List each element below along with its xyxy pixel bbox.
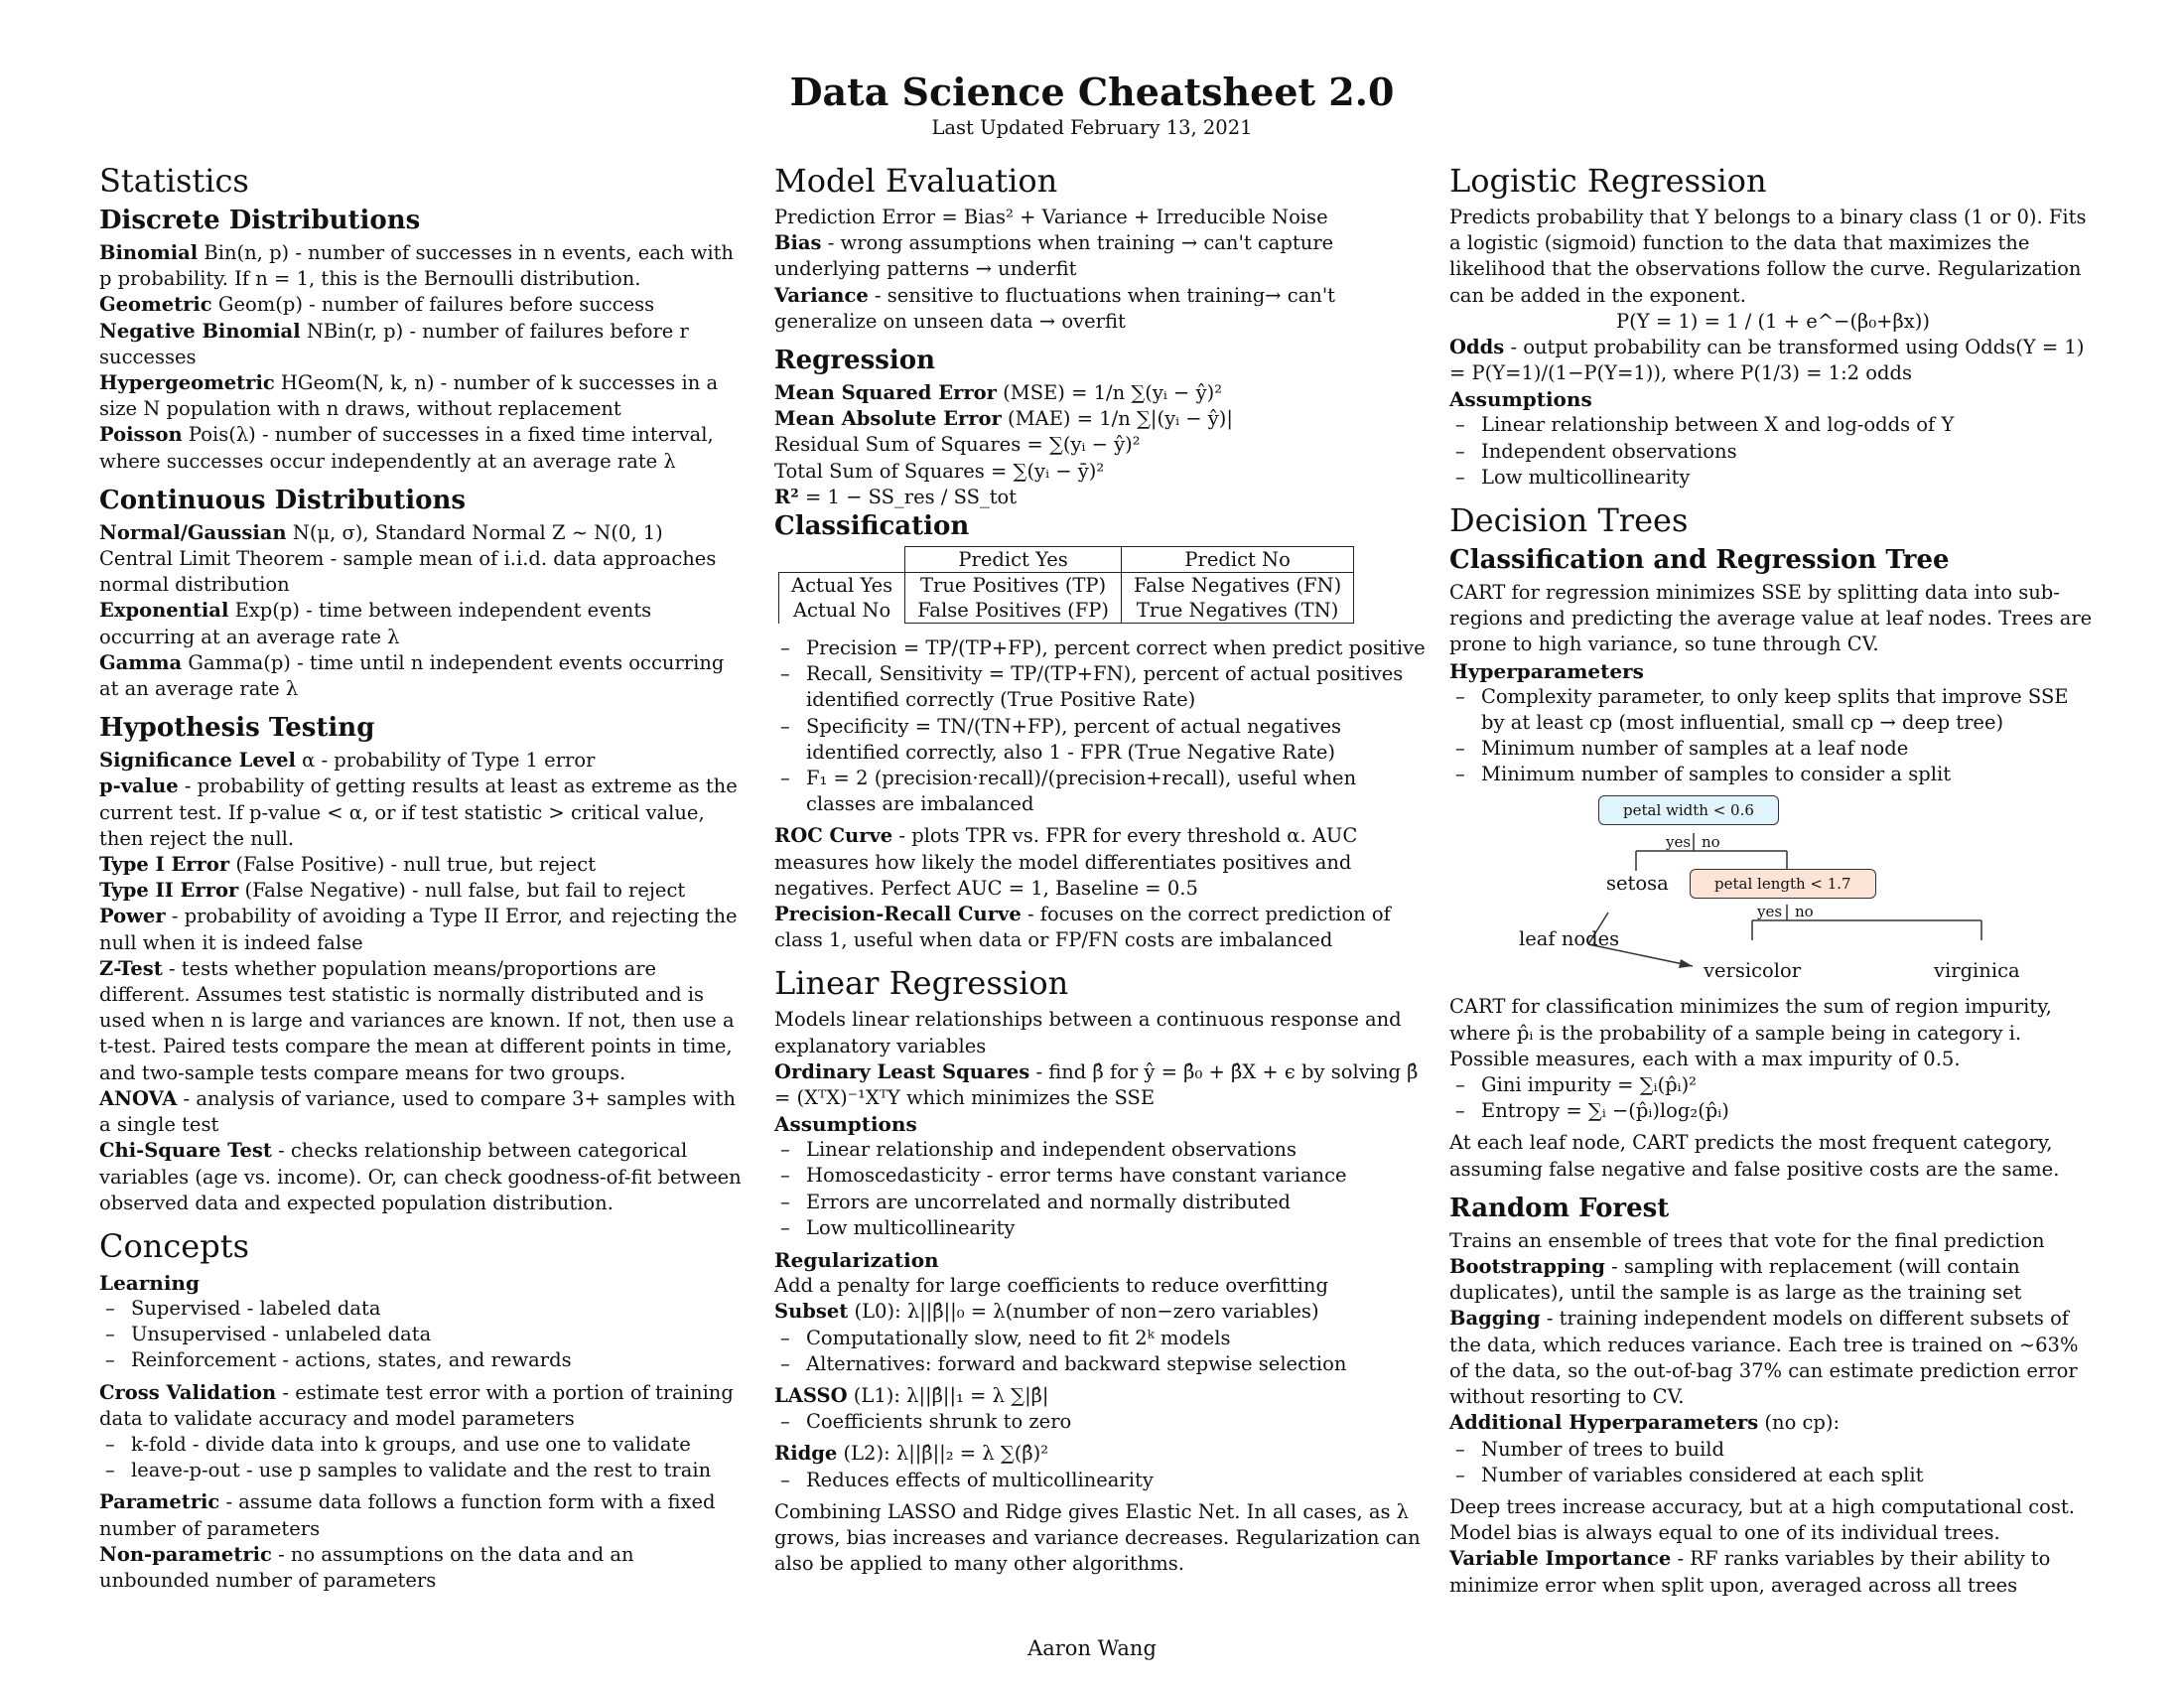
column-header: Predict No [1122,547,1354,573]
table-cell: Actual Yes [779,573,905,599]
definition-item [99,422,747,474]
term: Mean Squared Error [774,381,997,405]
definition: - checks relationship between categorical variables (age vs. income). Or, can check goodness-of-fit between observed data and expected population distribution. [99,1139,742,1214]
impurity-list [1449,1072,2097,1124]
table-cell: True Negatives (TN) [1122,598,1354,624]
list-item: – Recall, Sensitivity = TP/(TP+FN), percent of actual positives identified correctly (True Positive Rate) [774,661,1426,713]
section-title: Statistics [99,162,249,200]
leaf-setosa: setosa [1606,872,1669,896]
table-cell: Actual No [779,598,905,624]
definition: - no assumptions on the data and an unbounded number of parameters [99,1542,634,1592]
definition: Pois(λ) - number of successes in a fixed time interval, where successes occur independently at an average rate λ [99,423,714,473]
column-header: Predict Yes [905,547,1122,573]
term: Type II Error [99,879,239,903]
confusion-matrix [778,546,1354,624]
assumptions-title: Assumptions [1449,387,1592,412]
list-item: – Independent observations [1449,439,2097,465]
variance [774,283,1426,335]
list-item: – Reduces effects of multicollinearity [774,1468,1426,1493]
list-item: – F₁ = 2 (precision·recall)/(precision+recall), useful when classes are imbalanced [774,766,1426,817]
definition: - sampling with replacement (will contain duplicates), until the sample is as large as the training set [1449,1255,2022,1305]
assumptions-title: Assumptions [774,1112,917,1137]
term: R² [774,485,799,508]
term: Odds [1449,336,1505,359]
list-item: – Unsupervised - unlabeled data [99,1322,747,1347]
definition: - sensitive to fluctuations when training→ can't generalize on unseen data → overfit [774,283,1336,333]
mse [774,380,1426,406]
table-header-row [779,547,1354,573]
definition: - focuses on the correct prediction of class 1, useful when data or FP/FN costs are imbalanced [774,903,1391,952]
definition: - probability of avoiding a Type II Error, and rejecting the null when it is indeed false [99,905,738,954]
table-cell: False Negatives (FN) [1122,573,1354,599]
definition: (False Positive) - null true, but reject [235,853,597,877]
column-header [779,547,905,573]
column-1 [99,159,747,1594]
list-item: – Gini impurity = ∑ᵢ(p̂ᵢ)² [1449,1072,2097,1098]
definition: NBin(r, p) - number of failures before r successes [99,319,689,368]
section-title: Decision Trees [1449,501,1689,540]
definition-item [99,1138,747,1216]
root-node: petal width < 0.6 [1598,795,1779,825]
definition: - analysis of variance, used to compare 3+ samples with a single test [99,1086,736,1137]
column-3 [1449,159,2097,1599]
definition: - training independent models on different subsets of the data, which reduces variance. Each tree is trained on ∼63% of the data, so the out-of-bag 37% can estimate prediction error without resorting to CV. [1449,1307,2079,1409]
linreg-closing: Combining LASSO and Ridge gives Elastic Net. In all cases, as λ grows, bias increases and variance decreases. Regularization can also be applied to many other algorithms. [774,1499,1421,1576]
list-item: – Coefficients shrunk to zero [774,1409,1426,1435]
subsection-title: Classification [774,511,970,542]
subsection-title: Hypothesis Testing [99,713,375,744]
leaf-versicolor: versicolor [1704,959,1802,983]
definition: (L0): λ||β̂||₀ = λ(number of non−zero variables) [854,1300,1319,1324]
ols [774,1059,1426,1111]
term: Precision-Recall Curve [774,903,1022,926]
subsection-title: Random Forest [1449,1193,1670,1223]
list-item: – k-fold - divide data into k groups, and use one to validate [99,1432,747,1458]
ridge-list [774,1468,1426,1493]
list-item: – Complexity parameter, to only keep splits that improve SSE by at least cp (most influential, small cp → deep tree) [1449,684,2097,736]
subset [774,1299,1426,1325]
definition: = 1 − SS_res / SS_tot [804,485,1018,508]
definition: Exp(p) - time between independent events occurring at an average rate λ [99,599,652,648]
definition-item [99,956,747,1086]
section-title: Logistic Regression [1449,162,1767,200]
r-squared [774,485,1426,510]
list-item: – Entropy = ∑ᵢ −(p̂ᵢ)log₂(p̂ᵢ) [1449,1098,2097,1124]
arrowhead [1679,959,1693,968]
term: Hypergeometric [99,371,275,395]
mae [774,406,1426,432]
term: Significance Level [99,749,296,773]
continuous-distributions [99,485,747,702]
subset-list [774,1326,1426,1377]
term: Normal/Gaussian [99,520,287,544]
definition: (L2): λ||β̂||₂ = λ ∑(β̂)² [843,1442,1049,1466]
term: Poisson [99,423,183,447]
term: LASSO [774,1383,848,1407]
list-item: – leave-p-out - use p samples to validate and the rest to train [99,1458,747,1483]
hyperparameters-title: Hyperparameters [1449,658,1644,683]
pr-curve [774,902,1426,953]
list-item: – Minimum number of samples to consider a split [1449,762,2097,787]
definition-list [99,520,747,702]
definition: (False Negative) - null false, but fail to reject [244,879,686,903]
term: Subset [774,1300,849,1324]
subsection-title: Classification and Regression Tree [1449,545,1950,576]
term: Bias [774,231,822,255]
cross-validation [99,1380,747,1432]
definition-item [99,520,747,546]
term: Exponential [99,599,229,623]
linreg-intro: Models linear relationships between a continuous response and explanatory variables [774,1008,1402,1057]
term: Negative Binomial [99,319,301,343]
list-item: – Homoscedasticity - error terms have constant variance [774,1163,1426,1189]
lasso-list [774,1409,1426,1435]
leaf-nodes-label: leaf nodes [1519,927,1620,951]
definition-item [99,904,747,955]
section-title: Linear Regression [774,964,1069,1003]
term: ANOVA [99,1086,178,1110]
assumption-list [774,1137,1426,1241]
author: Aaron Wang [1027,1636,1157,1660]
definition: - probability of getting results at least as extreme as the current test. If p-value < α, or if test statistic > critical value, then reject the null. [99,774,738,850]
variable-importance [1449,1546,2097,1598]
column-2 [774,159,1426,1577]
parametric [99,1489,747,1541]
list-item: – Minimum number of samples at a leaf node [1449,736,2097,762]
list-item: – Specificity = TN/(TN+FP), percent of actual negatives identified correctly, also 1 - FPR (True Negative Rate) [774,714,1426,766]
inner-node: petal length < 1.7 [1690,869,1876,899]
term: Mean Absolute Error [774,407,1002,431]
yes-label: yes [1666,833,1692,852]
term: Variable Importance [1449,1547,1672,1571]
page-header [0,70,2184,140]
definition: N(μ, σ), Standard Normal Z ∼ N(0, 1) [292,520,663,544]
list-item: – Linear relationship and independent observations [774,1137,1426,1163]
term: Ordinary Least Squares [774,1059,1030,1083]
term: Chi-Square Test [99,1139,272,1163]
list-item: – Errors are uncorrelated and normally distributed [774,1190,1426,1215]
definition: Gamma(p) - time until n independent events occurring at an average rate λ [99,650,725,701]
definition: - find β̂ for ŷ = β̂₀ + β̂X + ϵ by solving β̂ = (XᵀX)⁻¹XᵀY which minimizes the SSE [774,1059,1419,1110]
discrete-distributions [99,205,747,475]
cart-classification: CART for classification minimizes the sum of region impurity, where p̂ᵢ is the probability of a sample being in category i. Possible measures, each with a max impurity of 0.5. [1449,995,2052,1070]
cart-text: CART for regression minimizes SSE by splitting data into sub-regions and predicting the average value at leaf nodes. Trees are prone to high variance, so tune through CV. [1449,581,2093,656]
term: Type I Error [99,853,230,877]
rss: Residual Sum of Squares = ∑(yᵢ − ŷ)² [774,433,1141,457]
bias [774,230,1426,282]
bootstrapping [1449,1254,2097,1306]
term: Cross Validation [99,1380,277,1404]
list-item: – Reinforcement - actions, states, and rewards [99,1347,747,1373]
term: ROC Curve [774,824,893,848]
definition-item [99,598,747,649]
yes-label: yes [1757,903,1783,921]
metric-list [774,635,1426,817]
definition-item [99,852,747,878]
rf-intro: Trains an ensemble of trees that vote for the final prediction [1449,1228,2045,1252]
subsection-title: Continuous Distributions [99,485,467,515]
bagging [1449,1306,2097,1410]
term: Bootstrapping [1449,1255,1605,1279]
definition-item [99,319,747,370]
list-item: – Precision = TP/(TP+FP), percent correct when predict positive [774,635,1426,661]
table-row [779,573,1354,599]
definition: - output probability can be transformed using Odds(Y = 1) = P(Y=1)/(1−P(Y=1)), where P(1/3) = 1:2 odds [1449,336,2085,385]
definition-item [99,1086,747,1138]
term: Geometric [99,293,212,317]
definition: Geom(p) - number of failures before success [217,293,655,317]
list-item: – Number of variables considered at each split [1449,1463,2097,1488]
learning-title: Learning [99,1270,200,1295]
logreg-intro: Predicts probability that Y belongs to a binary class (1 or 0). Fits a logistic (sigmoid) function to the data that maximizes the likelihood that the observations follow the curve. Regularization can be added in the exponent. [1449,206,2087,307]
rf-hyperparameter-list [1449,1437,2097,1488]
odds [1449,335,2097,386]
term: Z-Test [99,956,163,980]
definition-list [99,748,747,1216]
definition-item [99,650,747,702]
term: Ridge [774,1442,838,1466]
list-item: – Number of trees to build [1449,1437,2097,1463]
term: p-value [99,774,179,798]
definition: - RF ranks variables by their ability to minimize error when split upon, averaged across all trees [1449,1547,2051,1597]
page-title: Data Science Cheatsheet 2.0 [789,70,1395,114]
table-cell: False Positives (FP) [905,598,1122,624]
definition: (MAE) = 1/n ∑|(yᵢ − ŷ)| [1008,407,1233,431]
cv-list [99,1432,747,1483]
definition-list [99,240,747,475]
ridge [774,1441,1426,1467]
logreg-formula: P(Y = 1) = 1 / (1 + e^−(β₀+βx)) [1616,309,1930,333]
definition: Bin(n, p) - number of successes in n events, each with p probability. If n = 1, this is the Bernoulli distribution. [99,241,734,291]
assumption-list [1449,412,2097,491]
list-item: – Computationally slow, need to fit 2ᵏ models [774,1326,1426,1351]
prediction-error: Prediction Error = Bias² + Variance + Irreducible Noise [774,206,1328,228]
definition: Central Limit Theorem - sample mean of i.i.d. data approaches normal distribution [99,547,717,597]
definition: (no cp): [1764,1411,1841,1435]
list-item: – Low multicollinearity [774,1215,1426,1241]
definition: (MSE) = 1/n ∑(yᵢ − ŷ)² [1003,381,1223,405]
list-item: – Supervised - labeled data [99,1296,747,1322]
section-title: Model Evaluation [774,162,1058,200]
definition: (L1): λ||β̂||₁ = λ ∑|β̂| [853,1383,1049,1407]
non-parametric [99,1542,747,1594]
list-item: – Linear relationship between X and log-odds of Y [1449,412,2097,438]
subsection-title: Discrete Distributions [99,206,421,235]
definition: HGeom(N, k, n) - number of k successes in a size N population with n draws, without replacement [99,371,719,421]
definition: - estimate test error with a portion of training data to validate accuracy and model parameters [99,1380,734,1430]
definition-item [99,748,747,774]
no-label: no [1795,903,1814,921]
leaf-virginica: virginica [1934,959,2020,983]
term: Variance [774,283,869,307]
definition: - plots TPR vs. FPR for every threshold α. AUC measures how likely the model differentiates positives and negatives. Perfect AUC = 1, Baseline = 0.5 [774,824,1358,900]
definition: α - probability of Type 1 error [302,749,596,773]
term: Additional Hyperparameters [1449,1411,1759,1435]
hyperparameter-list [1449,684,2097,788]
decision-tree-diagram [1449,795,2097,990]
term: Gamma [99,650,183,674]
table-cell: True Positives (TP) [905,573,1122,599]
definition-item [99,240,747,292]
regularization-title: Regularization [774,1248,939,1273]
no-label: no [1702,833,1720,852]
roc-curve [774,823,1426,902]
section-title: Concepts [99,1226,249,1265]
lasso [774,1383,1426,1409]
definition-item [99,774,747,852]
definition-item [99,370,747,422]
last-updated: Last Updated February 13, 2021 [931,116,1253,139]
list-item: – Alternatives: forward and backward stepwise selection [774,1351,1426,1377]
term: Non-parametric [99,1542,272,1566]
tss: Total Sum of Squares = ∑(yᵢ − ȳ)² [774,459,1105,483]
hypothesis-testing [99,712,747,1216]
reg-intro: Add a penalty for large coefficients to reduce overfitting [774,1274,1328,1298]
subsection-title: Regression [774,346,935,376]
deep-trees: Deep trees increase accuracy, but at a high computational cost. Model bias is always equal to one of its individual trees. [1449,1494,2075,1545]
definition: - assume data follows a function form with a fixed number of parameters [99,1490,716,1540]
term: Bagging [1449,1307,1541,1331]
table-row [779,598,1354,624]
definition-item [99,546,747,598]
term: Parametric [99,1490,220,1514]
learning-list [99,1296,747,1374]
leaf-text: At each leaf node, CART predicts the most frequent category, assuming false negative and false positive costs are the same. [1449,1131,2060,1181]
term: Binomial [99,241,199,264]
additional-hyperparameters [1449,1410,2097,1436]
definition-item [99,878,747,904]
definition-item [99,292,747,318]
definition: - wrong assumptions when training → can't capture underlying patterns → underfit [774,231,1334,281]
term: Power [99,905,166,928]
definition: - tests whether population means/proportions are different. Assumes test statistic is normally distributed and is used when n is large and variances are known. If not, then use a t-test. Paired tests compare the mean at different points in time, and two-sample tests compare means for two groups. [99,956,735,1084]
list-item: – Low multicollinearity [1449,465,2097,491]
